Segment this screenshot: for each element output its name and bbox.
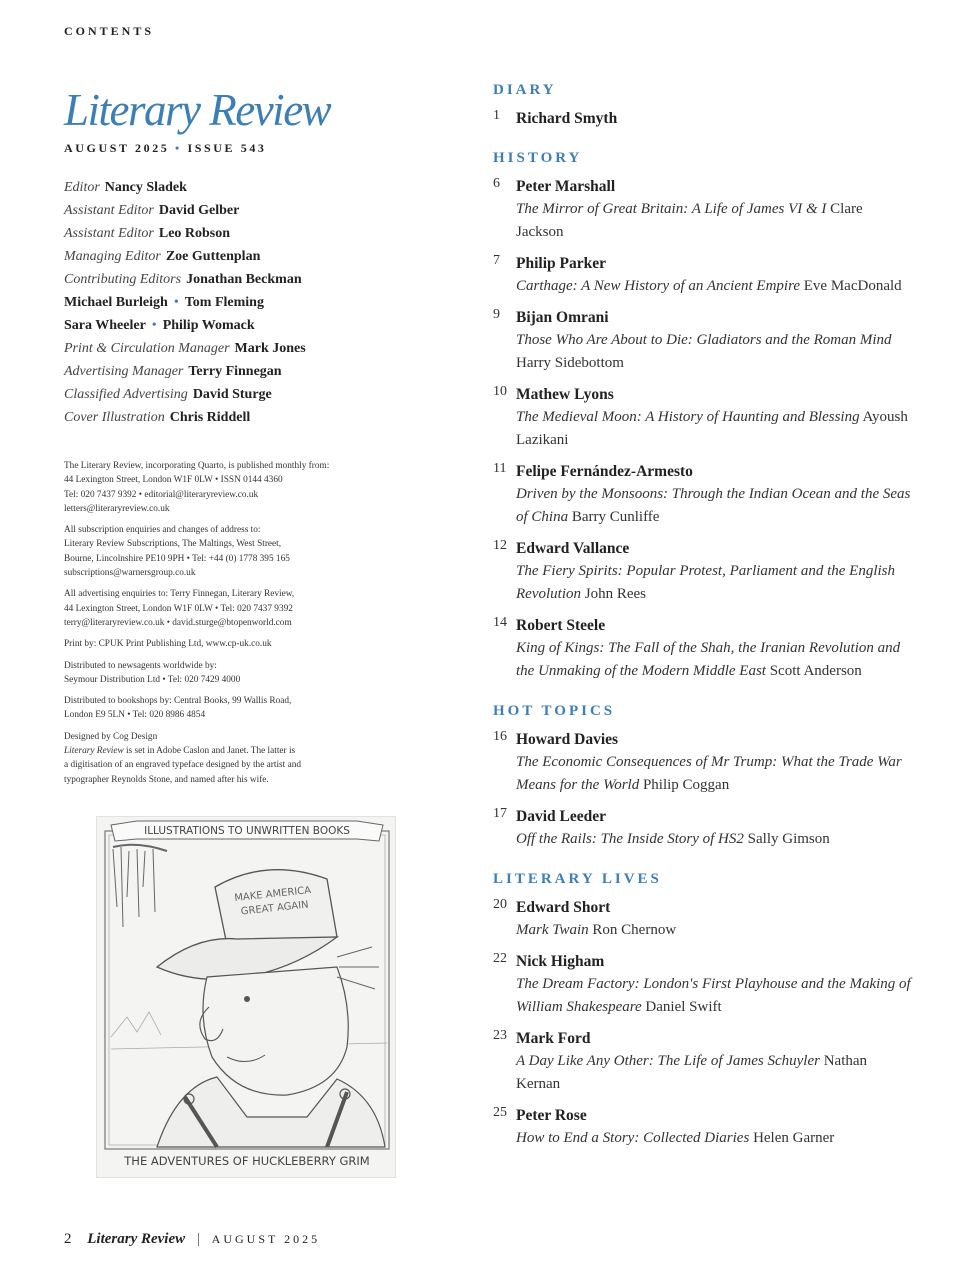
- contents-entry[interactable]: [493, 1027, 913, 1096]
- role-label: Assistant Editor: [64, 226, 154, 241]
- staff-row-advertising: [64, 360, 394, 383]
- print-info: [64, 637, 394, 651]
- person-name: Nancy Sladek: [104, 180, 187, 195]
- fine-line: All subscription enquiries and changes of address to:: [64, 525, 261, 536]
- book-author: Philip Coggan: [642, 777, 730, 793]
- fine-line: terry@literaryreview.co.uk • david.sturge@btopenworld.com: [64, 617, 292, 628]
- book-author: Barry Cunliffe: [571, 509, 660, 525]
- person-name: Terry Finnegan: [188, 364, 282, 379]
- staff-row-assistant-1: [64, 199, 394, 222]
- name-separator: •: [173, 295, 179, 310]
- book-author: Daniel Swift: [645, 999, 722, 1015]
- book-info: [516, 406, 913, 452]
- section-diary: [493, 82, 913, 130]
- book-info: [516, 1050, 913, 1096]
- fine-line: Distributed to newsagents worldwide by:: [64, 660, 217, 671]
- fine-line: subscriptions@warnersgroup.co.uk: [64, 568, 196, 579]
- book-title: The Economic Consequences of Mr Trump: What the Trade War Means for the World: [516, 754, 902, 793]
- staff-row-cover: [64, 406, 394, 429]
- book-author: Eve MacDonald: [803, 278, 902, 294]
- person-name: Michael Burleigh: [64, 295, 168, 310]
- fine-line: All advertising enquiries to: Terry Finnegan, Literary Review,: [64, 589, 295, 600]
- masthead-column: [64, 84, 394, 794]
- reviewer-name: Bijan Omrani: [516, 309, 609, 326]
- role-label: Contributing Editors: [64, 272, 182, 287]
- page-number: 22: [493, 951, 507, 966]
- bookshop-distribution-info: [64, 694, 394, 723]
- person-name: David Gelber: [158, 203, 240, 218]
- book-author: Ron Chernow: [592, 922, 677, 938]
- contents-entry[interactable]: [493, 537, 913, 606]
- contents-entry[interactable]: [493, 1104, 913, 1150]
- section-hot-topics: [493, 703, 913, 851]
- cover-illustration: [96, 816, 396, 1178]
- person-name: Philip Womack: [162, 318, 255, 333]
- reviewer-name: Mathew Lyons: [516, 386, 614, 403]
- book-title: Carthage: A New History of an Ancient Empire: [516, 278, 801, 294]
- page-number: 11: [493, 461, 507, 476]
- reviewer-name: Felipe Fernández-Armesto: [516, 463, 693, 480]
- page-number: 7: [493, 253, 500, 268]
- staff-row-editor: [64, 176, 394, 199]
- contents-entry[interactable]: [493, 383, 913, 452]
- book-info: [516, 919, 913, 942]
- page-number: 12: [493, 538, 507, 553]
- reviewer-name: Nick Higham: [516, 953, 605, 970]
- reviewer-name: Richard Smyth: [516, 110, 618, 127]
- hair-icon: [337, 947, 379, 989]
- section-history: [493, 150, 913, 683]
- book-title: The Fiery Spirits: Popular Protest, Parliament and the English Revolution: [516, 563, 895, 602]
- fine-line: Distributed to bookshops by: Central Books, 99 Wallis Road,: [64, 696, 292, 707]
- contents-label: CONTENTS: [64, 24, 155, 38]
- page-number: 25: [493, 1105, 507, 1120]
- role-label: Classified Advertising: [64, 387, 188, 402]
- fine-line: 44 Lexington Street, London W1F 0LW • ISSN 0144 4360: [64, 475, 283, 486]
- person-name: Chris Riddell: [169, 410, 251, 425]
- contents-entry[interactable]: [493, 728, 913, 797]
- book-info: [516, 198, 913, 244]
- book-info: [516, 637, 913, 683]
- book-author: Ayoush Lazikani: [516, 409, 908, 448]
- issue-separator: •: [175, 141, 182, 155]
- reviewer-name: Mark Ford: [516, 1030, 591, 1047]
- staff-row-contributing-3: [64, 314, 394, 337]
- book-title: Off the Rails: The Inside Story of HS2: [516, 831, 744, 847]
- page-number: 9: [493, 307, 500, 322]
- fine-line: The Literary Review, incorporating Quarto, is published monthly from:: [64, 461, 330, 471]
- contents-entry[interactable]: [493, 306, 913, 375]
- issue-date: AUGUST 2025: [64, 141, 170, 155]
- book-title: The Dream Factory: London's First Playhouse and the Making of William Shakespeare: [516, 976, 911, 1015]
- role-label: Cover Illustration: [64, 410, 165, 425]
- page-number: 14: [493, 615, 507, 630]
- contents-entry[interactable]: [493, 107, 913, 130]
- page-number: 6: [493, 176, 500, 191]
- book-info: [516, 560, 913, 606]
- reviewer-name: Edward Short: [516, 899, 611, 916]
- footer-divider: |: [196, 1231, 200, 1247]
- fine-line: Literary Review Subscriptions, The Maltings, West Street,: [64, 539, 282, 550]
- publisher-info: [64, 459, 394, 516]
- literary-review-logo: Literary Review: [64, 85, 331, 135]
- staff-row-contributing: [64, 268, 394, 291]
- issue-line: [64, 141, 394, 156]
- section-title: DIARY: [493, 82, 557, 98]
- person-name: Mark Jones: [234, 341, 306, 356]
- page-number: 16: [493, 729, 507, 744]
- book-info: [516, 275, 913, 298]
- contents-entry[interactable]: [493, 460, 913, 529]
- contents-entry[interactable]: [493, 950, 913, 1019]
- contents-list: [493, 82, 913, 1170]
- reviewer-name: David Leeder: [516, 808, 606, 825]
- book-author: Scott Anderson: [769, 663, 862, 679]
- page-number: 1: [493, 108, 500, 123]
- page-number: 23: [493, 1028, 507, 1043]
- book-title: The Medieval Moon: A History of Haunting and Blessing: [516, 409, 860, 425]
- book-author: Helen Garner: [753, 1130, 835, 1146]
- fine-line-italic: Literary Review: [64, 746, 124, 757]
- staff-row-managing: [64, 245, 394, 268]
- fine-line: 44 Lexington Street, London W1F 0LW • Tel: 020 7437 9392: [64, 603, 293, 614]
- fine-line: Print by: CPUK Print Publishing Ltd, www.cp-uk.co.uk: [64, 639, 272, 650]
- role-label: Managing Editor: [64, 249, 161, 264]
- fine-line: a digitisation of an engraved typeface designed by the artist and: [64, 760, 301, 771]
- hanging-moss-icon: [113, 845, 167, 927]
- section-title: LITERARY LIVES: [493, 871, 662, 887]
- contents-entry[interactable]: [493, 805, 913, 851]
- book-info: [516, 483, 913, 529]
- staff-row-print: [64, 337, 394, 360]
- person-name: Leo Robson: [158, 226, 231, 241]
- page-number: 2: [64, 1231, 72, 1247]
- book-info: [516, 1127, 913, 1150]
- book-title: King of Kings: The Fall of the Shah, the Iranian Revolution and the Unmaking of the Modern Middle East: [516, 640, 901, 679]
- cap-text-line2: GREAT AGAIN: [240, 899, 310, 918]
- fine-line: Seymour Distribution Ltd • Tel: 020 7429 4000: [64, 674, 241, 685]
- footer-logo: Literary Review: [87, 1231, 186, 1247]
- staff-row-assistant-2: [64, 222, 394, 245]
- banner-text: ILLUSTRATIONS TO UNWRITTEN BOOKS: [144, 825, 350, 837]
- book-author: Clare Jackson: [516, 201, 863, 240]
- fine-line: Designed by Cog Design: [64, 731, 158, 742]
- fine-line: Tel: 020 7437 9392 • editorial@literaryreview.co.uk: [64, 489, 259, 500]
- page-number: 20: [493, 897, 507, 912]
- contents-entry[interactable]: [493, 896, 913, 942]
- person-name: David Sturge: [192, 387, 272, 402]
- contents-entry[interactable]: [493, 252, 913, 298]
- fine-line: Bourne, Lincolnshire PE10 9PH • Tel: +44 (0) 1778 395 165: [64, 553, 290, 564]
- illustration-drawing: [97, 817, 397, 1179]
- book-title: A Day Like Any Other: The Life of James Schuyler: [516, 1053, 820, 1069]
- book-author: John Rees: [584, 586, 646, 602]
- role-label: Editor: [64, 180, 100, 195]
- book-author: Nathan Kernan: [516, 1053, 868, 1092]
- face-icon: [203, 967, 348, 1095]
- reviewer-name: Philip Parker: [516, 255, 606, 272]
- person-name: Jonathan Beckman: [186, 272, 302, 287]
- advertising-info: [64, 587, 394, 630]
- role-label: Assistant Editor: [64, 203, 154, 218]
- fine-line: letters@literaryreview.co.uk: [64, 503, 170, 514]
- section-literary-lives: [493, 871, 913, 1150]
- reviewer-name: Robert Steele: [516, 617, 606, 634]
- book-info: [516, 973, 913, 1019]
- book-title: Mark Twain: [516, 922, 589, 938]
- design-info: [64, 730, 394, 787]
- book-info: [516, 329, 913, 375]
- subscription-info: [64, 523, 394, 580]
- contents-entry[interactable]: [493, 614, 913, 683]
- book-title: The Mirror of Great Britain: A Life of James VI & I: [516, 201, 827, 217]
- footer-date: AUGUST 2025: [211, 1232, 321, 1246]
- person-name: Zoe Guttenplan: [165, 249, 261, 264]
- page-number: 10: [493, 384, 507, 399]
- name-separator: •: [151, 318, 157, 333]
- fine-line: London E9 5LN • Tel: 020 8986 4854: [64, 710, 206, 721]
- section-title: HISTORY: [493, 150, 583, 166]
- staff-list: [64, 176, 394, 429]
- contents-entry[interactable]: [493, 175, 913, 244]
- book-title: Driven by the Monsoons: Through the Indian Ocean and the Seas of China: [516, 486, 911, 525]
- illustration-caption: THE ADVENTURES OF HUCKLEBERRY GRIM: [124, 1154, 370, 1168]
- book-info: [516, 751, 913, 797]
- reviewer-name: Peter Rose: [516, 1107, 587, 1124]
- reviewer-name: Howard Davies: [516, 731, 619, 748]
- role-label: Print & Circulation Manager: [64, 341, 230, 356]
- newsagent-distribution-info: [64, 659, 394, 688]
- person-name: Sara Wheeler: [64, 318, 146, 333]
- person-name: Tom Fleming: [184, 295, 264, 310]
- staff-row-classified: [64, 383, 394, 406]
- book-author: Harry Sidebottom: [516, 355, 624, 371]
- book-author: Sally Gimson: [747, 831, 830, 847]
- book-info: [516, 828, 913, 851]
- fine-line: typographer Reynolds Stone, and named after his wife.: [64, 774, 269, 785]
- staff-row-contributing-2: [64, 291, 394, 314]
- issue-number: ISSUE 543: [187, 141, 267, 155]
- book-title: How to End a Story: Collected Diaries: [516, 1130, 750, 1146]
- role-label: Advertising Manager: [64, 364, 184, 379]
- cap-text-line1: MAKE AMERICA: [233, 885, 312, 905]
- book-title: Those Who Are About to Die: Gladiators and the Roman Mind: [516, 332, 892, 348]
- reviewer-name: Peter Marshall: [516, 178, 616, 195]
- fine-line: is set in Adobe Caslon and Janet. The latter is: [123, 746, 296, 757]
- section-title: HOT TOPICS: [493, 703, 616, 719]
- reviewer-name: Edward Vallance: [516, 540, 630, 557]
- page-footer: [64, 1231, 320, 1248]
- publication-fine-print: [64, 459, 394, 787]
- page-number: 17: [493, 806, 507, 821]
